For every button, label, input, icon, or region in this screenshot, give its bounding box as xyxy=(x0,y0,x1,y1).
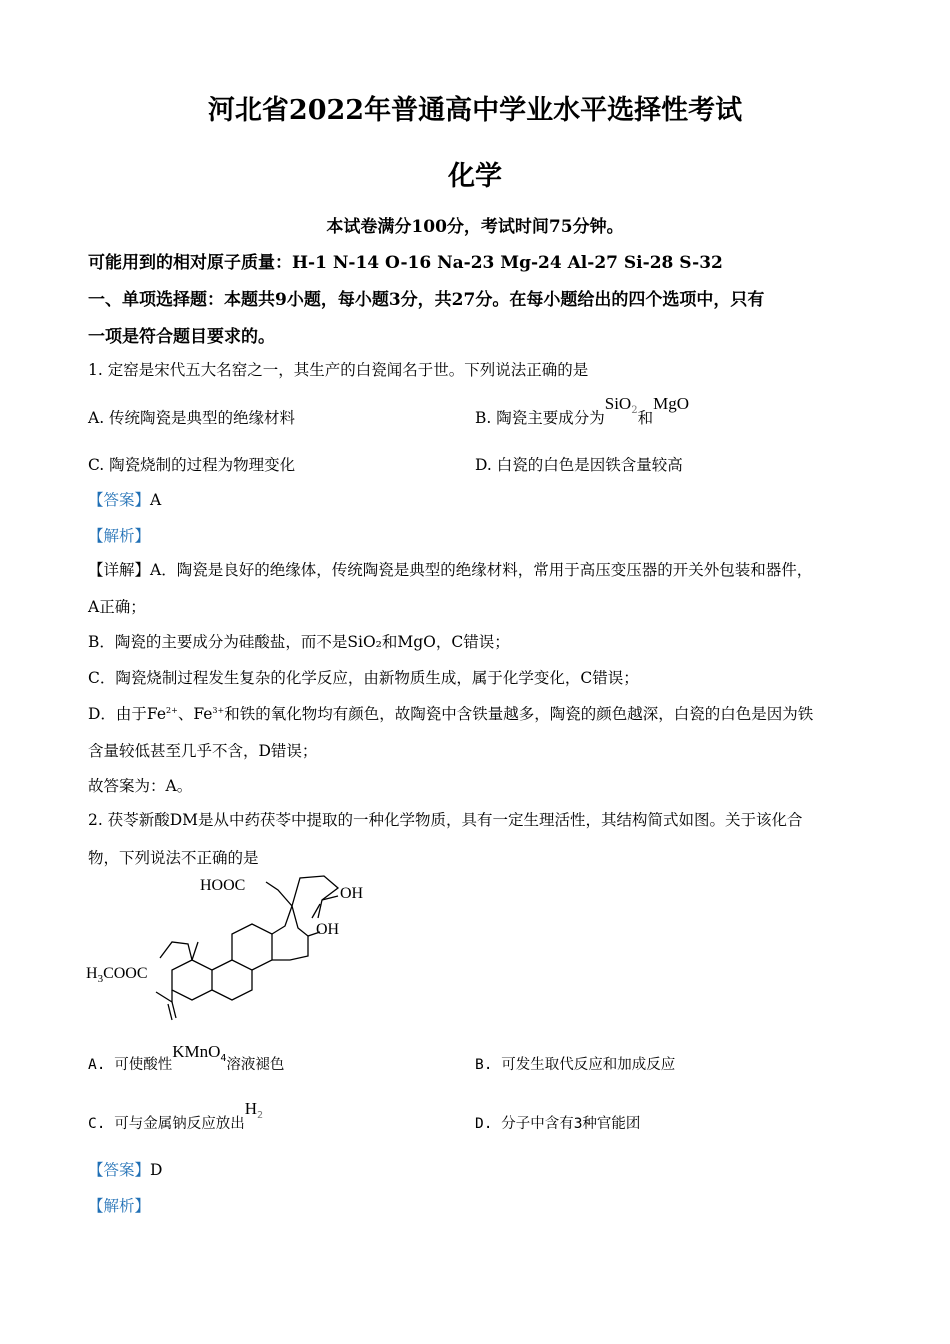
q1-conclusion: 故答案为：A。 xyxy=(88,777,193,795)
section-heading-line2: 一项是符合题目要求的。 xyxy=(88,327,275,347)
q1-option-d: D. 白瓷的白色是因铁含量较高 xyxy=(475,456,683,474)
subject-title: 化学 xyxy=(448,161,502,192)
q1-option-a: A. 传统陶瓷是典型的绝缘材料 xyxy=(88,409,296,427)
q1-detail-d-mid: 、Fe xyxy=(177,705,213,723)
structure-ester xyxy=(86,965,148,985)
q1-analysis-tag: 【解析】 xyxy=(88,527,151,545)
q1-option-b-prefix: B. 陶瓷主要成分为 xyxy=(475,409,605,427)
q1-option-b-formula1: SiO xyxy=(604,394,632,413)
q2-option-a xyxy=(88,1042,285,1074)
q1-option-b-and: 和 xyxy=(637,409,654,427)
exam-info: 本试卷满分100分，考试时间75分钟。 xyxy=(326,217,624,237)
exam-title: 河北省2022年普通高中学业水平选择性考试 xyxy=(207,95,743,126)
atomic-masses: 可能用到的相对原子质量：H-1 N-14 O-16 Na-23 Mg-24 Al-27 Si-28 S-32 xyxy=(88,253,723,273)
q2-option-a-sub: 4 xyxy=(220,1053,227,1064)
q1-option-b-formula1-sub: 2 xyxy=(631,405,638,416)
q2-stem-line2: 物，下列说法不正确的是 xyxy=(88,849,259,867)
q2-option-c xyxy=(88,1099,264,1133)
q1-detail-d-line2: 含量较低甚至几乎不含，D错误； xyxy=(88,742,318,760)
q1-option-c: C. 陶瓷烧制的过程为物理变化 xyxy=(88,456,296,474)
q2-option-d: D. 分子中含有3种官能团 xyxy=(475,1116,641,1132)
q1-detail-a-line2: A正确； xyxy=(88,598,146,616)
q2-answer-tag: 【答案】 xyxy=(88,1161,151,1179)
q1-detail-d-sup1: 2+ xyxy=(166,705,178,715)
q1-stem: 1. 定窑是宋代五大名窑之一，其生产的白瓷闻名于世。下列说法正确的是 xyxy=(88,361,589,379)
q1-detail-d-line1 xyxy=(88,702,813,724)
q2-option-a-suffix: 溶液褪色 xyxy=(226,1057,285,1073)
q1-answer xyxy=(88,488,161,510)
q1-detail-a-line1 xyxy=(88,558,812,580)
structure-ester-sub: 3 xyxy=(97,973,104,985)
q2-option-c-prefix: C. 可与金属钠反应放出 xyxy=(88,1116,245,1132)
structure-oh2: OH xyxy=(316,921,340,938)
section-heading-line1: 一、单项选择题：本题共9小题，每小题3分，共27分。在每小题给出的四个选项中，只有 xyxy=(88,290,765,310)
structure-oh1: OH xyxy=(340,885,364,902)
q2-structure-diagram xyxy=(80,868,380,1028)
q2-stem-line1: 2. 茯苓新酸DM是从中药茯苓中提取的一种化学物质，具有一定生理活性，其结构简式如图。关于该化合 xyxy=(88,811,803,829)
q1-detail-a1: A．陶瓷是良好的绝缘体，传统陶瓷是典型的绝缘材料，常用于高压变压器的开关外包装和器件， xyxy=(150,561,813,579)
structure-ester-rest: COOC xyxy=(103,965,148,982)
q1-detail-d-post: 和铁的氧化物均有颜色，故陶瓷中含铁量越多，陶瓷的颜色越深，白瓷的白色是因为铁 xyxy=(224,705,814,723)
q2-answer xyxy=(88,1158,162,1180)
q2-option-c-sub: 2 xyxy=(256,1110,264,1121)
q2-option-c-formula: H xyxy=(244,1099,257,1118)
q1-detail-d-pre: D．由于Fe xyxy=(88,705,167,723)
q1-detail-d-sup2: 3+ xyxy=(212,705,225,715)
q1-option-b xyxy=(475,394,690,428)
q1-option-b-formula2: MgO xyxy=(653,394,690,413)
structure-hooc: HOOC xyxy=(200,877,246,894)
q1-answer-value: A xyxy=(150,491,162,509)
structure-ester-h: H xyxy=(86,965,98,982)
q2-option-a-prefix: A. 可使酸性 xyxy=(88,1057,173,1073)
q2-option-b: B. 可发生取代反应和加成反应 xyxy=(475,1057,676,1073)
q1-detail-tag: 【详解】 xyxy=(88,561,151,579)
q2-answer-value: D xyxy=(150,1161,163,1179)
q2-option-a-formula: KMnO xyxy=(172,1042,221,1061)
q1-detail-b: B．陶瓷的主要成分为硅酸盐，而不是SiO₂和MgO，C错误； xyxy=(88,633,510,651)
q2-analysis-tag: 【解析】 xyxy=(88,1197,151,1215)
q1-detail-c: C．陶瓷烧制过程发生复杂的化学反应，由新物质生成，属于化学变化，C错误； xyxy=(88,669,639,687)
q1-answer-tag: 【答案】 xyxy=(88,491,151,509)
